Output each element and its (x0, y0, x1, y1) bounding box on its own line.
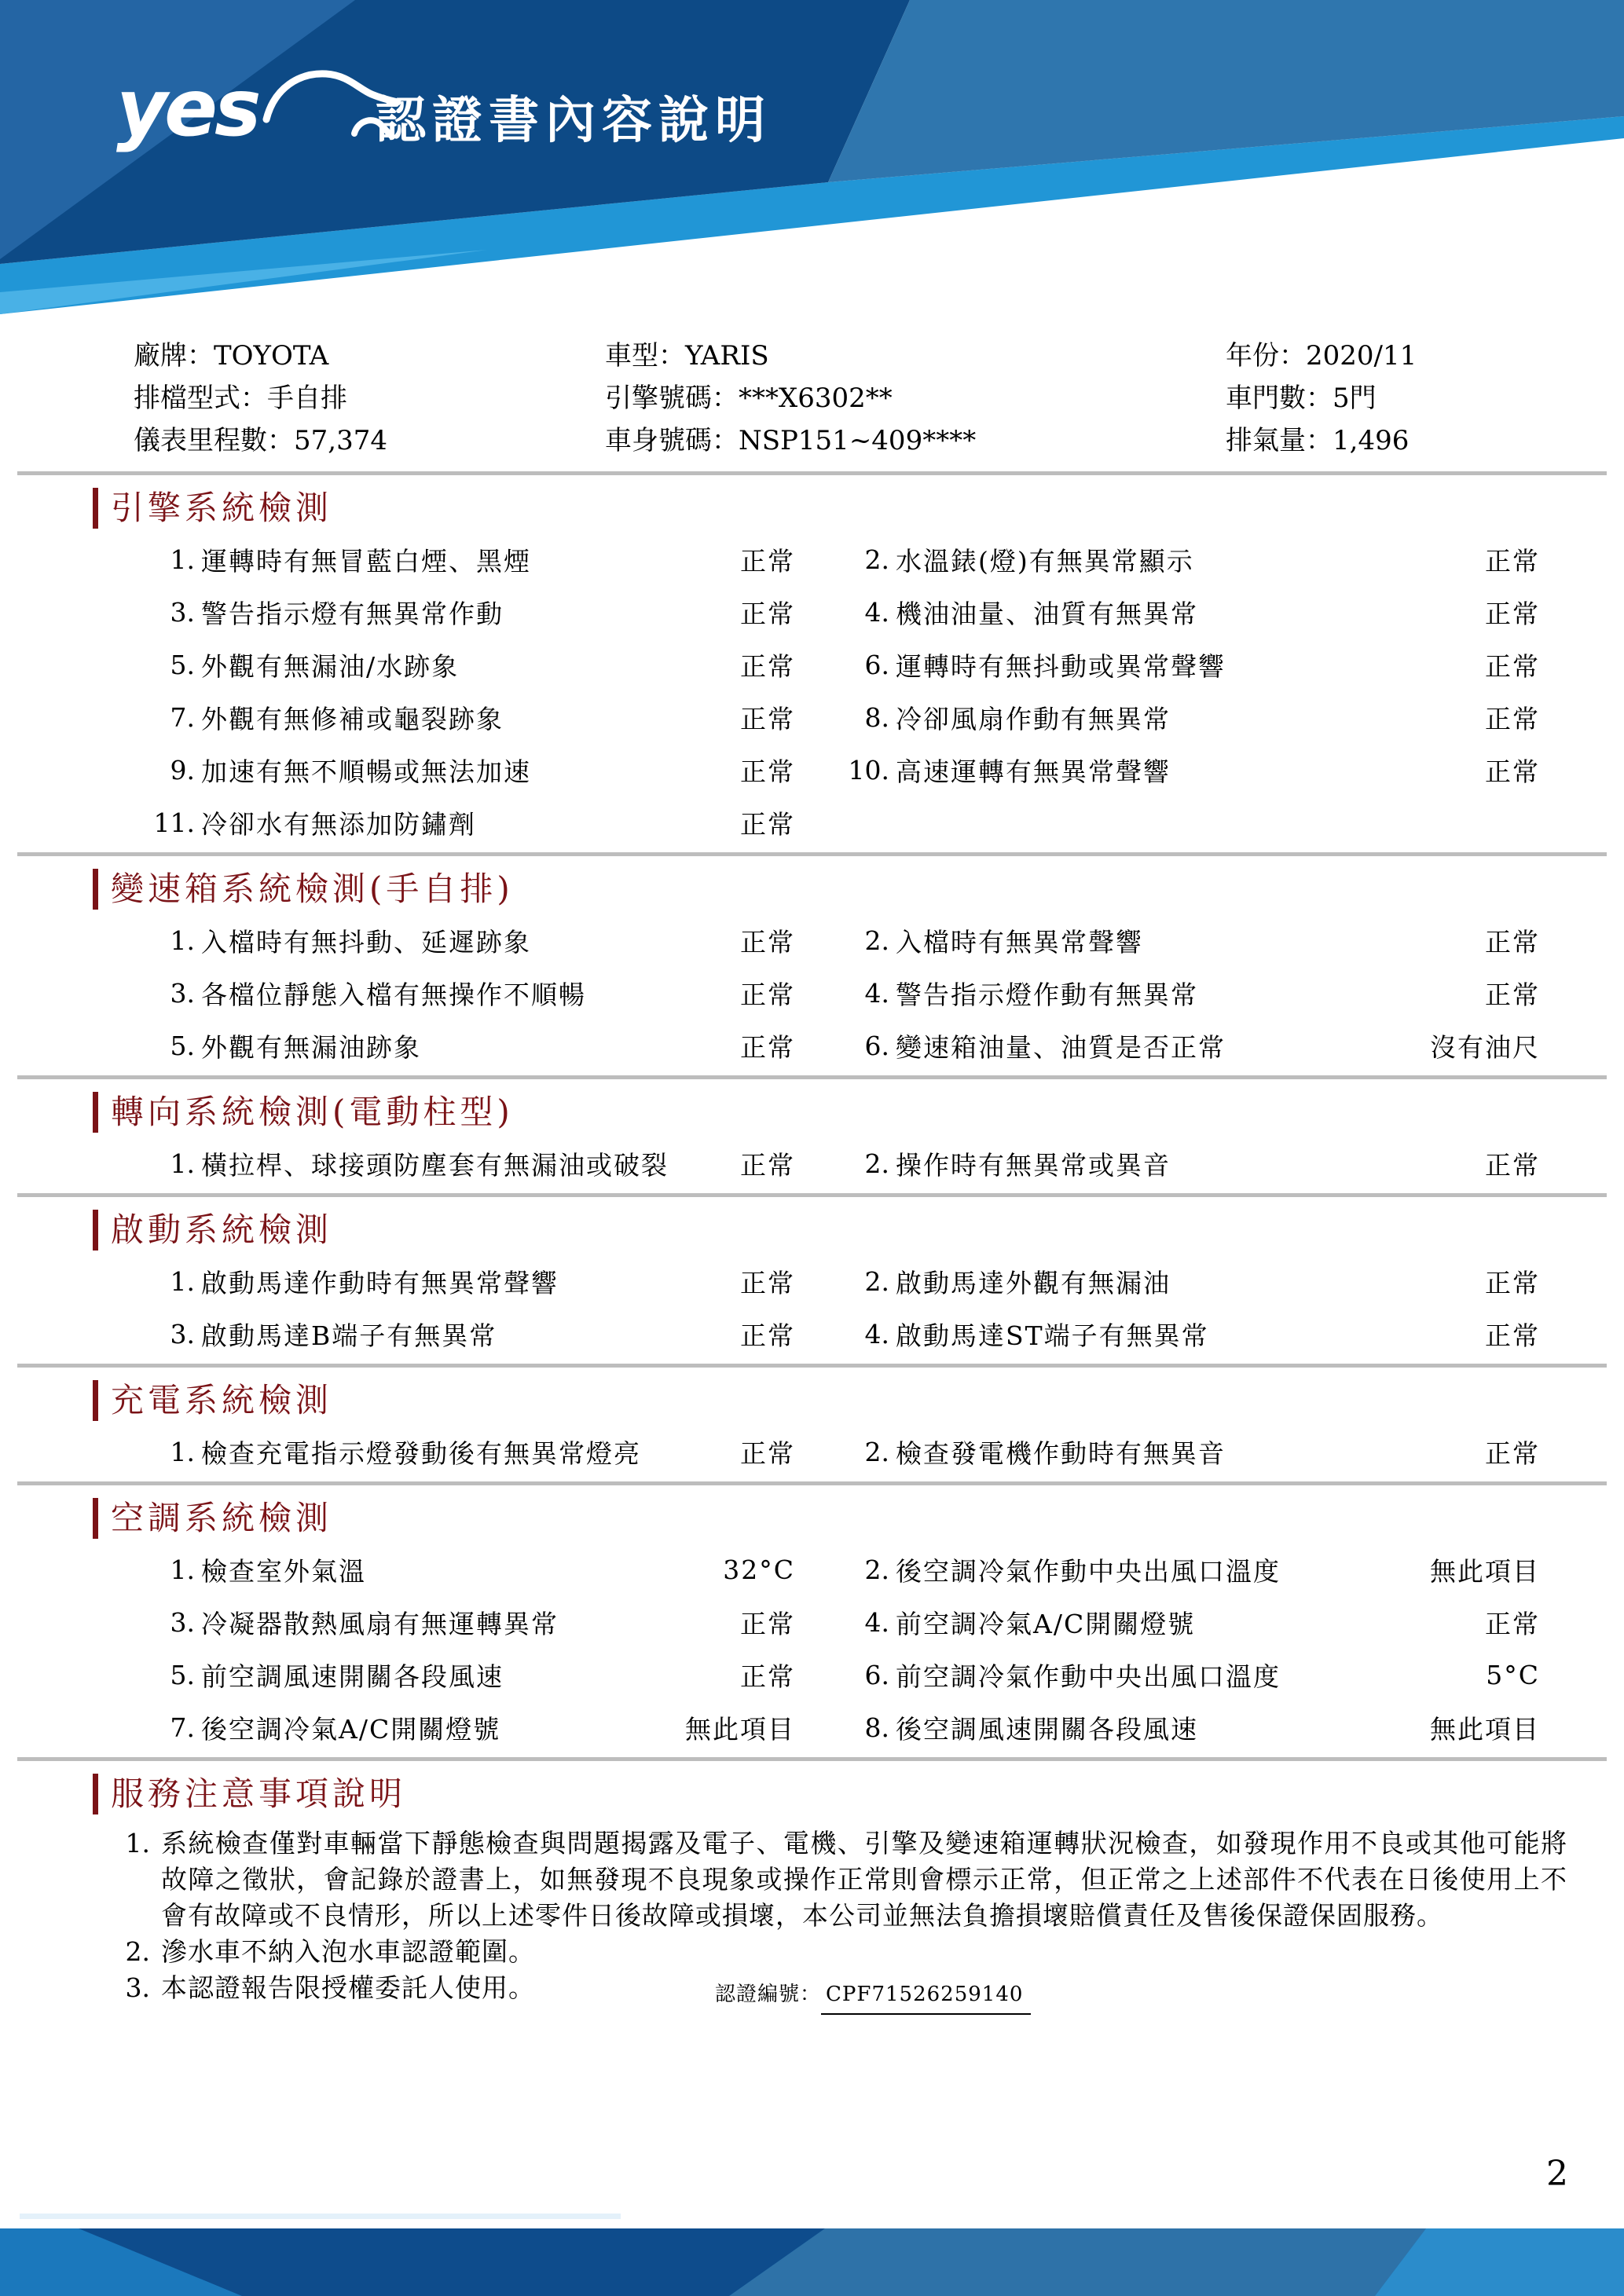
inspection-item-left (116, 1027, 795, 1064)
info-model (605, 335, 1226, 377)
inspection-item-left (116, 1657, 795, 1694)
item-number: 8. (864, 1712, 889, 1743)
item-value: 正常 (740, 980, 795, 1010)
inspection-row (116, 796, 1540, 849)
note-number: 2. (125, 1936, 150, 1967)
item-number: 5. (170, 1031, 195, 1061)
info-value: TOYOTA (214, 340, 329, 372)
item-number: 3. (170, 978, 195, 1009)
note-item (118, 1825, 1567, 1934)
item-label: 檢查發電機作動時有無異音 (896, 1438, 1226, 1469)
item-label: 啟動馬達ST端子有無異常 (896, 1320, 1209, 1351)
item-label: 前空調冷氣作動中央出風口溫度 (896, 1661, 1281, 1692)
item-value: 正常 (1485, 927, 1540, 958)
note-item (118, 1934, 1567, 1970)
item-label: 加速有無不順暢或無法加速 (201, 756, 531, 787)
info-label: 引擎號碼： (605, 383, 739, 414)
note-item (118, 1970, 1567, 2006)
item-label: 入檔時有無抖動、延遲跡象 (201, 927, 531, 958)
sections (0, 488, 1624, 1761)
section-aircon (0, 1498, 1624, 1754)
item-value: 正常 (740, 1438, 795, 1469)
section-title: 啟動系統檢測 (93, 1210, 1624, 1251)
note-text: 滲水車不納入泡水車認證範圍。 (161, 1936, 535, 1967)
item-label: 冷卻風扇作動有無異常 (896, 704, 1171, 734)
item-value: 正常 (1485, 599, 1540, 629)
inspection-item-left (116, 1604, 795, 1641)
inspection-row (116, 1308, 1540, 1360)
note-text: 系統檢查僅對車輛當下靜態檢查與問題揭露及電子、電機、引擎及變速箱運轉狀況檢查，如發現作用不良或其他可能將故障之徵狀，會記錄於證書上，如無發現不良現象或操作正常則會標示正常，但正常之上述部件不代表在日後使用上不會有故障或不良情形，所以上述零件日後故障或損壞，本公司並無法負擔損壞賠償責任及售後保證保固服務。 (161, 1828, 1567, 1931)
info-value: 57,374 (294, 425, 387, 456)
item-value: 正常 (740, 599, 795, 629)
section-service-notes (0, 1774, 1624, 2006)
item-label: 外觀有無漏油跡象 (201, 1032, 421, 1063)
inspection-item-left (116, 541, 795, 578)
inspection-item-right (811, 975, 1540, 1012)
inspection-row (116, 967, 1540, 1020)
inspection-row (116, 1020, 1540, 1072)
inspection-item-right (811, 1263, 1540, 1300)
item-value: 正常 (740, 1609, 795, 1639)
item-label: 檢查充電指示燈發動後有無異常燈亮 (201, 1438, 641, 1469)
yes-logo-text: yes (116, 62, 258, 154)
item-number: 1. (170, 1266, 195, 1297)
info-gearbox-type (134, 377, 605, 419)
item-number: 2. (864, 1437, 889, 1467)
item-value: 正常 (740, 651, 795, 682)
item-number: 2. (864, 925, 889, 956)
item-value: 正常 (1485, 1609, 1540, 1639)
inspection-item-left (116, 804, 795, 841)
info-value: ***X6302** (739, 383, 893, 414)
inspection-item-left (116, 752, 795, 789)
item-number: 2. (864, 1148, 889, 1179)
inspection-item-right (811, 752, 1540, 789)
section-rows (0, 1255, 1624, 1360)
info-mileage (134, 419, 605, 462)
item-number: 4. (864, 1319, 889, 1349)
item-number: 7. (170, 702, 195, 733)
inspection-item-right (811, 1145, 1540, 1182)
item-label: 啟動馬達作動時有無異常聲響 (201, 1268, 559, 1298)
section-title: 變速箱系統檢測(手自排) (93, 869, 1624, 910)
item-number: 6. (864, 1031, 889, 1061)
inspection-item-left (116, 646, 795, 683)
inspection-item-left (116, 1709, 795, 1746)
inspection-item-left (116, 975, 795, 1012)
info-label: 車門數： (1226, 383, 1333, 414)
page-number: 2 (1546, 2154, 1568, 2194)
item-number: 1. (170, 544, 195, 575)
info-engine-no (605, 377, 1226, 419)
info-value: 手自排 (267, 383, 347, 414)
inspection-item-right (811, 1551, 1540, 1588)
info-value: 2020/11 (1306, 340, 1417, 372)
vehicle-info (0, 314, 1624, 471)
section-transmission (0, 869, 1624, 1072)
item-value: 正常 (1485, 980, 1540, 1010)
item-label: 外觀有無修補或龜裂跡象 (201, 704, 504, 734)
inspection-item-left (116, 1145, 795, 1182)
item-label: 後空調風速開關各段風速 (896, 1714, 1198, 1745)
section-starter (0, 1210, 1624, 1360)
item-value: 正常 (740, 1661, 795, 1692)
item-value: 正常 (1485, 651, 1540, 682)
item-label: 操作時有無異常或異音 (896, 1150, 1171, 1181)
inspection-row (116, 914, 1540, 967)
section-steering (0, 1092, 1624, 1190)
separator (17, 1757, 1607, 1761)
item-label: 水溫錶(燈)有無異常顯示 (896, 546, 1194, 577)
section-title: 服務注意事項說明 (93, 1774, 1624, 1814)
item-value: 5°C (1486, 1660, 1540, 1690)
item-number: 3. (170, 597, 195, 628)
item-value: 正常 (740, 1150, 795, 1181)
inspection-item-left (116, 922, 795, 959)
page-title: 認證書內容說明 (376, 92, 772, 150)
inspection-row (116, 1701, 1540, 1754)
item-value: 正常 (1485, 704, 1540, 734)
service-notes (0, 1825, 1624, 2006)
section-rows (0, 914, 1624, 1072)
item-number: 6. (864, 1660, 889, 1690)
section-title: 引擎系統檢測 (93, 488, 1624, 529)
section-rows (0, 1137, 1624, 1190)
inspection-row (116, 639, 1540, 691)
inspection-row (116, 1596, 1540, 1649)
item-value: 正常 (740, 1320, 795, 1351)
inspection-item-right (811, 646, 1540, 683)
item-number: 9. (170, 755, 195, 785)
item-number: 2. (864, 544, 889, 575)
separator (17, 471, 1607, 475)
item-label: 前空調冷氣A/C開關燈號 (896, 1609, 1196, 1639)
item-value: 正常 (1485, 1320, 1540, 1351)
separator (17, 852, 1607, 856)
info-label: 排檔型式： (134, 383, 267, 414)
item-label: 前空調風速開關各段風速 (201, 1661, 504, 1692)
info-value: NSP151~409**** (739, 425, 977, 456)
separator (17, 1364, 1607, 1368)
item-value: 正常 (1485, 546, 1540, 577)
info-doors (1226, 377, 1593, 419)
inspection-item-right (811, 1657, 1540, 1694)
item-value: 正常 (740, 809, 795, 840)
item-number: 5. (170, 1660, 195, 1690)
item-label: 冷凝器散熱風扇有無運轉異常 (201, 1609, 559, 1639)
item-value: 正常 (1485, 1150, 1540, 1181)
item-number: 5. (170, 650, 195, 680)
note-number: 1. (125, 1828, 150, 1858)
yes-logo (116, 62, 401, 154)
inspection-row (116, 1649, 1540, 1701)
inspection-item-left (116, 1263, 795, 1300)
item-value: 正常 (1485, 1438, 1540, 1469)
separator (17, 1481, 1607, 1485)
section-rows (0, 1543, 1624, 1754)
inspection-item-right (811, 594, 1540, 631)
inspection-item-right (811, 541, 1540, 578)
inspection-item-right (811, 1434, 1540, 1470)
item-number: 1. (170, 1554, 195, 1585)
item-number: 6. (864, 650, 889, 680)
item-value: 無此項目 (1430, 1556, 1540, 1587)
inspection-row (116, 1137, 1540, 1190)
item-value: 正常 (1485, 756, 1540, 787)
item-number: 4. (864, 978, 889, 1009)
info-label: 排氣量： (1226, 425, 1333, 456)
inspection-row (116, 744, 1540, 796)
item-label: 外觀有無漏油/水跡象 (201, 651, 460, 682)
section-rows (0, 533, 1624, 849)
info-year (1226, 335, 1593, 377)
inspection-item-right (811, 1027, 1540, 1064)
section-title: 轉向系統檢測(電動柱型) (93, 1092, 1624, 1133)
inspection-row (116, 691, 1540, 744)
info-label: 車型： (605, 340, 685, 372)
inspection-item-left (116, 594, 795, 631)
item-label: 高速運轉有無異常聲響 (896, 756, 1171, 787)
item-value: 正常 (740, 546, 795, 577)
info-label: 年份： (1226, 340, 1306, 372)
item-value: 正常 (1485, 1268, 1540, 1298)
footer-banner (0, 2228, 1624, 2296)
inspection-item-left (116, 1434, 795, 1470)
info-label: 廠牌： (134, 340, 214, 372)
section-engine (0, 488, 1624, 849)
section-title: 充電系統檢測 (93, 1380, 1624, 1421)
info-label: 儀表里程數： (134, 425, 294, 456)
item-number: 7. (170, 1712, 195, 1743)
info-displacement (1226, 419, 1593, 462)
item-number: 1. (170, 1148, 195, 1179)
section-charging (0, 1380, 1624, 1478)
inspection-row (116, 1543, 1540, 1596)
item-number: 2. (864, 1554, 889, 1585)
info-label: 車身號碼： (605, 425, 739, 456)
separator (17, 1193, 1607, 1197)
inspection-item-right (811, 1604, 1540, 1641)
cert-number: CPF71526259140 (821, 1976, 1031, 2015)
inspection-row (116, 1255, 1540, 1308)
item-label: 後空調冷氣作動中央出風口溫度 (896, 1556, 1281, 1587)
inspection-item-right (811, 1709, 1540, 1746)
item-label: 各檔位靜態入檔有無操作不順暢 (201, 980, 586, 1010)
item-label: 警告指示燈作動有無異常 (896, 980, 1198, 1010)
note-number: 3. (125, 1972, 150, 2003)
item-value: 沒有油尺 (1430, 1032, 1540, 1063)
info-brand (134, 335, 605, 377)
item-number: 4. (864, 1607, 889, 1638)
info-vin (605, 419, 1226, 462)
item-label: 入檔時有無異常聲響 (896, 927, 1143, 958)
item-value: 正常 (740, 1032, 795, 1063)
inspection-item-left (116, 699, 795, 736)
inspection-item-left (116, 1551, 795, 1588)
item-label: 變速箱油量、油質是否正常 (896, 1032, 1226, 1063)
item-label: 橫拉桿、球接頭防塵套有無漏油或破裂 (201, 1150, 669, 1181)
item-value: 正常 (740, 927, 795, 958)
info-value: 1,496 (1333, 425, 1410, 456)
cert-number-line (715, 1976, 1031, 2015)
item-label: 後空調冷氣A/C開關燈號 (201, 1714, 501, 1745)
item-label: 檢查室外氣溫 (201, 1556, 366, 1587)
item-value: 正常 (740, 756, 795, 787)
info-value: 5門 (1333, 383, 1377, 414)
inspection-item-right (811, 922, 1540, 959)
note-text: 本認證報告限授權委託人使用。 (161, 1972, 535, 2003)
inspection-item-left (116, 1316, 795, 1353)
inspection-row (116, 1426, 1540, 1478)
item-label: 運轉時有無冒藍白煙、黑煙 (201, 546, 531, 577)
info-value: YARIS (685, 340, 769, 372)
item-number: 10. (848, 755, 889, 785)
inspection-row (116, 533, 1540, 586)
item-number: 3. (170, 1319, 195, 1349)
item-label: 運轉時有無抖動或異常聲響 (896, 651, 1226, 682)
inspection-row (116, 586, 1540, 639)
inspection-item-right (811, 699, 1540, 736)
header-banner (0, 0, 1624, 314)
item-value: 正常 (740, 1268, 795, 1298)
item-label: 警告指示燈有無異常作動 (201, 599, 504, 629)
item-number: 2. (864, 1266, 889, 1297)
item-number: 8. (864, 702, 889, 733)
item-value: 無此項目 (1430, 1714, 1540, 1745)
cert-label: 認證編號： (715, 1983, 822, 2006)
item-value: 32°C (723, 1554, 795, 1585)
item-label: 啟動馬達B端子有無異常 (201, 1320, 497, 1351)
item-number: 1. (170, 925, 195, 956)
item-value: 正常 (740, 704, 795, 734)
section-title: 空調系統檢測 (93, 1498, 1624, 1539)
footer-accent-strip (20, 2214, 621, 2219)
separator (17, 1075, 1607, 1079)
item-number: 3. (170, 1607, 195, 1638)
section-rows (0, 1426, 1624, 1478)
item-number: 1. (170, 1437, 195, 1467)
item-label: 機油油量、油質有無異常 (896, 599, 1198, 629)
item-number: 11. (153, 807, 195, 838)
inspection-item-right (811, 1316, 1540, 1353)
item-number: 4. (864, 597, 889, 628)
item-label: 啟動馬達外觀有無漏油 (896, 1268, 1171, 1298)
item-label: 冷卻水有無添加防鏽劑 (201, 809, 476, 840)
item-value: 無此項目 (685, 1714, 795, 1745)
